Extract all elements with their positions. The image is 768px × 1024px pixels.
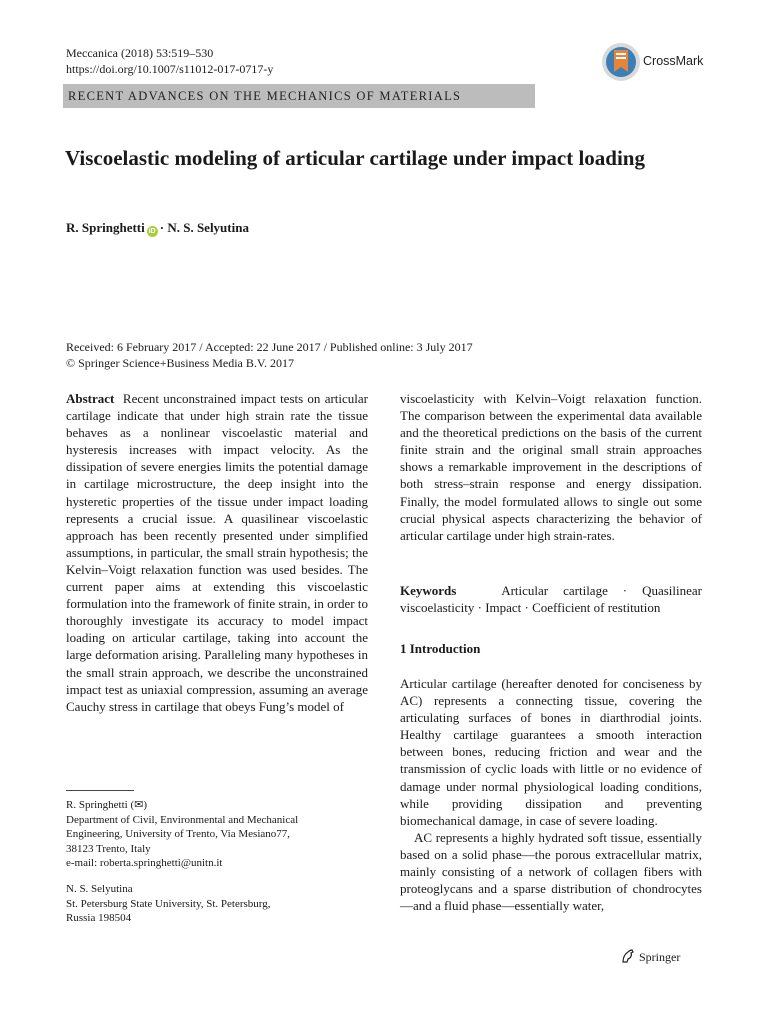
introduction-body (400, 675, 702, 914)
abstract-left (66, 390, 368, 715)
section-banner (63, 84, 535, 108)
crossmark-badge[interactable] (601, 42, 711, 82)
crossmark-label: CrossMark (643, 54, 704, 68)
intro-paragraph-2: AC represents a highly hydrated soft tissue, essentially based on a solid phase—the porous extracellular matrix, mainly consisting of a network of collagen fibers with proteoglycans and a sparse distribution of chondrocytes—and a fluid phase—essentially water, (400, 829, 702, 914)
keywords-heading: Keywords (400, 583, 457, 598)
keywords-text: Articular cartilage · Quasilinear viscoelasticity · Impact · Coefficient of restitution (400, 583, 703, 616)
article-title: Viscoelastic modeling of articular cartilage under impact loading (65, 146, 645, 170)
keywords (400, 582, 702, 616)
section-heading-introduction: 1 Introduction (400, 641, 481, 656)
abstract-right: viscoelasticity with Kelvin–Voigt relaxation function. The comparison between the experimental data available and the theoretical predictions on the basis of the current finite strain and the original small strain approaches shows a remarkable improvement in the descriptions of both stress–strain response and energy dissipation. Finally, the model formulated allows to single out some crucial physical aspects characterizing the behavior of articular cartilage under high strain-rates. (400, 391, 702, 543)
affil-1-line3: 38123 Trento, Italy (66, 842, 151, 855)
affil-2-line2: Russia 198504 (66, 912, 132, 924)
author-list (66, 220, 249, 237)
author-1[interactable]: R. Springhetti (66, 220, 145, 235)
affil-1-line2: Engineering, University of Trento, Via Mesiano77, (66, 828, 291, 840)
affil-1-line1: Department of Civil, Environmental and Mechanical (66, 813, 299, 826)
springer-horse-icon (620, 948, 636, 964)
affiliation-1 (66, 798, 368, 871)
springer-logo (620, 948, 680, 965)
intro-paragraph-1: Articular cartilage (hereafter denoted for conciseness by AC) represents a connecting tissue, covering the articulating surfaces of bones in diarthrodial joints. Healthy cartilage guarantees a smooth interaction between bones, reducing friction and wear and the transmission of cyclic loads with little or no evidence of damage under normal physiological loading conditions, while providing dissipation and preventing biomechanical damage, in case of severe loading. (400, 676, 702, 828)
crossmark-icon (601, 42, 641, 82)
footnote-divider (66, 790, 134, 791)
affil-1-name: R. Springhetti (✉) (66, 799, 148, 811)
publication-history (66, 339, 473, 371)
orcid-icon[interactable]: iD (148, 228, 156, 235)
copyright-line: © Springer Science+Business Media B.V. 2017 (66, 356, 294, 370)
affil-1-email[interactable]: e-mail: roberta.springhetti@unitn.it (66, 857, 223, 869)
affiliation-2 (66, 882, 368, 926)
journal-citation (66, 45, 273, 77)
banner-text: RECENT ADVANCES ON THE MECHANICS OF MATERIALS (68, 89, 462, 103)
author-separator: · (159, 220, 165, 235)
abstract-heading: Abstract (66, 391, 115, 406)
abstract-text-left: Recent unconstrained impact tests on articular cartilage indicate that under high strain rate the tissue behaves as a nonlinear viscoelastic material and hysteresis increases with impact velocity. As the dissipation of severe energies limits the potential damage in cartilage microstructure, the deep insight into the hysteretic properties of the tissue under impact loading represents a crucial issue. A quasilinear viscoelastic approach has been recently presented under simplified assumptions, in particular, the small strain hypothesis; the Kelvin–Voigt relaxation function was used besides. The current paper aims at extending this viscoelastic formulation into the framework of finite strain, in order to thoroughly investigate its accuracy to model impact loading on articular cartilage, taking into account the large deformation arising. Paralleling many hypotheses in the small strain approach, we describe the unconstrained impact test as uniaxial compression, assuming an average Cauchy stress in cartilage that obeys Fung’s model of (66, 391, 368, 714)
affil-2-line1: St. Petersburg State University, St. Petersburg, (66, 897, 271, 910)
author-2[interactable]: N. S. Selyutina (167, 220, 249, 235)
springer-label: Springer (639, 950, 681, 964)
dates-line: Received: 6 February 2017 / Accepted: 22 June 2017 / Published online: 3 July 2017 (66, 340, 473, 354)
affil-2-name: N. S. Selyutina (66, 883, 133, 895)
doi-link[interactable]: https://doi.org/10.1007/s11012-017-0717-y (66, 62, 274, 76)
journal-line: Meccanica (2018) 53:519–530 (66, 46, 214, 60)
